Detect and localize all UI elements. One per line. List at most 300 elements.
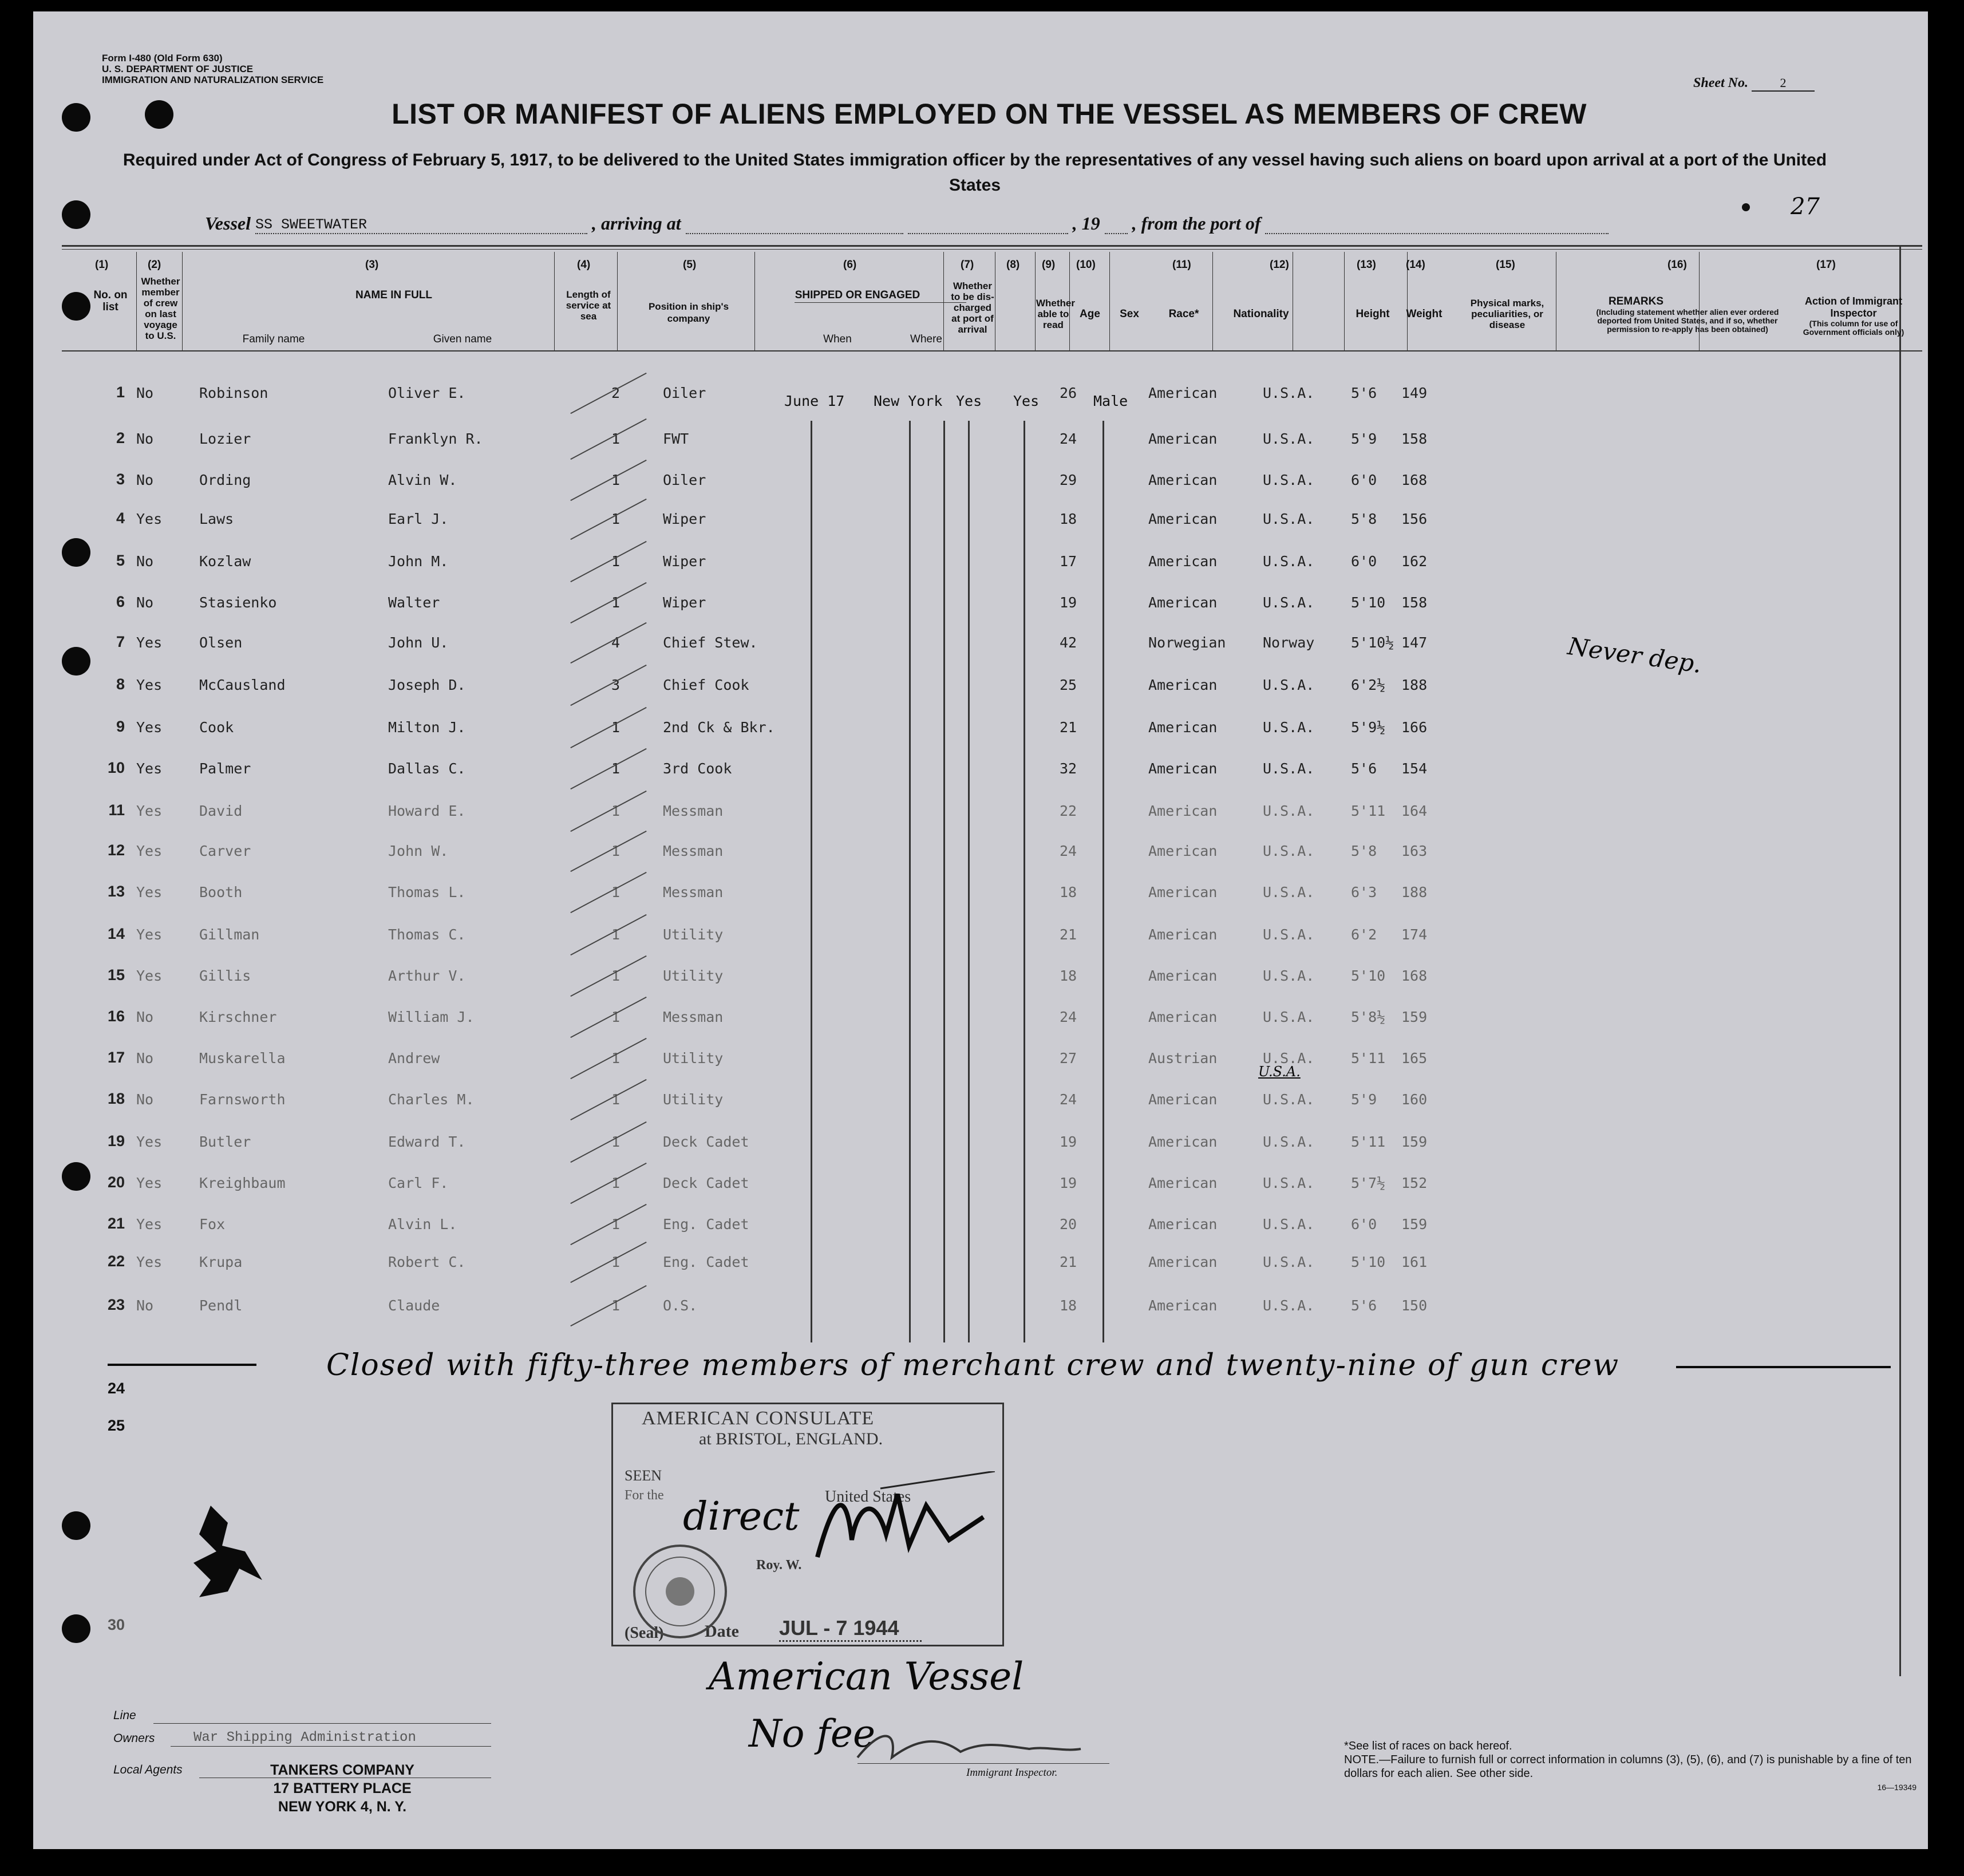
cell-race: American — [1148, 803, 1218, 819]
cell-position: Oiler — [663, 385, 706, 401]
header-weight: Weight — [1406, 308, 1443, 320]
cell-family: Olsen — [199, 634, 243, 651]
cell-member: No — [136, 431, 154, 447]
header-remarks-note: (Including statement whether alien ever ordered deported from United States, and if so, whether permission to re-apply has been obtained) — [1596, 307, 1779, 334]
cell-height: 5'9 — [1351, 431, 1377, 447]
stamp-line2: at BRISTOL, ENGLAND. — [699, 1429, 883, 1448]
table-row — [33, 551, 1922, 574]
local-agents-value — [251, 1761, 434, 1816]
cell-given: Alvin L. — [388, 1216, 457, 1233]
stamp-for-the: For the — [625, 1488, 664, 1503]
cell-age: 24 — [1060, 843, 1077, 859]
table-row — [33, 1006, 1922, 1029]
cell-height: 5'8 — [1351, 843, 1377, 859]
cell-height: 6'2½ — [1351, 677, 1386, 693]
header-whether-member: Whether member of crew on last voyage to U.S. — [141, 276, 180, 341]
cell-family: Fox — [199, 1216, 226, 1233]
ditto-line — [811, 421, 812, 1342]
header-when: When — [823, 333, 852, 345]
cell-age: 29 — [1060, 472, 1077, 488]
length-strike — [570, 418, 646, 460]
cell-family: Lozier — [199, 431, 251, 447]
cell-given: Howard E. — [388, 803, 466, 819]
cell-member: Yes — [136, 760, 163, 777]
cell-member: Yes — [136, 843, 163, 859]
column-number: (12) — [1270, 259, 1289, 271]
header-action-note: (This column for use of Government officials only) — [1803, 319, 1904, 337]
length-strike — [570, 1204, 646, 1245]
row-number: 21 — [107, 1215, 125, 1232]
row-number: 25 — [107, 1417, 125, 1434]
arriving-value — [686, 233, 903, 234]
column-rule — [617, 252, 618, 350]
vessel-value: SS SWEETWATER — [255, 216, 587, 234]
table-row — [33, 674, 1922, 697]
cell-family: Cook — [199, 719, 234, 736]
cell-nationality: U.S.A. — [1263, 1175, 1315, 1191]
cell-given: John M. — [388, 553, 449, 570]
row-number: 12 — [107, 842, 125, 859]
header-no-on-list: No. on list — [93, 289, 128, 313]
header-able-read: Whether able to read — [1036, 298, 1075, 330]
cell-member: Yes — [136, 1216, 163, 1233]
column-number: (7) — [961, 259, 974, 271]
dot-mark — [1742, 203, 1750, 211]
cell-weight: 161 — [1401, 1254, 1428, 1270]
no-fee-note: No fee — [749, 1712, 876, 1756]
length-strike — [570, 748, 646, 789]
cell-weight: 164 — [1401, 803, 1428, 819]
cell-position: Eng. Cadet — [663, 1216, 749, 1233]
cell-length: 1 — [611, 843, 621, 859]
cell-family: Muskarella — [199, 1050, 286, 1067]
cell-race: American — [1148, 967, 1218, 984]
cell-member: Yes — [136, 926, 163, 943]
cell-position: Messman — [663, 884, 724, 901]
row-number: 16 — [107, 1008, 125, 1025]
cell-weight: 158 — [1401, 431, 1428, 447]
cell-member: No — [136, 1009, 154, 1025]
inspector-label: Immigrant Inspector. — [966, 1767, 1058, 1779]
pen-line — [1676, 1366, 1891, 1368]
cell-race: American — [1148, 1254, 1218, 1270]
cell-family: Butler — [199, 1134, 251, 1150]
ditto-line — [1024, 421, 1025, 1342]
never-dep-note: Never dep. — [1566, 631, 1704, 679]
length-strike — [570, 1079, 646, 1120]
cell-member: No — [136, 472, 154, 488]
table-row — [33, 1251, 1922, 1274]
header-remarks: REMARKS — [1608, 295, 1664, 307]
page-subtitle: Required under Act of Congress of February 5, 1917, to be delivered to the United States immigration officer by the representatives of any vessel having such aliens on board upon arrival at a port of the United States — [122, 151, 1827, 195]
cell-nationality: U.S.A. — [1263, 385, 1315, 401]
ink-blot — [176, 1500, 279, 1614]
table-row — [33, 924, 1922, 947]
stamp-date-value: JUL - 7 1944 — [779, 1616, 922, 1642]
cell-height: 5'6 — [1351, 385, 1377, 401]
table-top-rule — [62, 249, 1922, 250]
cell-nationality: U.S.A. — [1263, 803, 1315, 819]
row-1-when: June 17 — [784, 393, 845, 409]
punch-hole — [62, 1511, 90, 1540]
cell-age: 32 — [1060, 760, 1077, 777]
cell-race: American — [1148, 760, 1218, 777]
cell-nationality: U.S.A. — [1263, 677, 1315, 693]
cell-family: Krupa — [199, 1254, 243, 1270]
cell-age: 19 — [1060, 1134, 1077, 1150]
cell-given: Claude — [388, 1297, 440, 1314]
inspector-signature — [846, 1723, 1086, 1769]
cell-member: Yes — [136, 1175, 163, 1191]
cell-weight: 156 — [1401, 511, 1428, 527]
cell-age: 21 — [1060, 926, 1077, 943]
cell-height: 5'9½ — [1351, 719, 1386, 736]
header-length-service: Length of service at sea — [566, 289, 611, 322]
column-number: (17) — [1816, 259, 1836, 271]
cell-age: 18 — [1060, 884, 1077, 901]
row-number: 13 — [107, 883, 125, 900]
stamp-united-states: United States — [825, 1488, 911, 1506]
cell-position: Chief Stew. — [663, 634, 758, 651]
row-number: 18 — [107, 1090, 125, 1107]
cell-length: 1 — [611, 926, 621, 943]
cell-race: American — [1148, 677, 1218, 693]
cell-member: Yes — [136, 634, 163, 651]
manifest-sheet — [33, 11, 1928, 1849]
cell-nationality: U.S.A. — [1263, 1297, 1315, 1314]
row-number: 4 — [116, 510, 125, 527]
owners-field — [171, 1746, 491, 1747]
table-row — [33, 1048, 1922, 1071]
length-strike — [570, 665, 646, 706]
table-row — [33, 965, 1922, 988]
header-shipped-engaged: SHIPPED OR ENGAGED — [795, 289, 920, 301]
cell-age: 19 — [1060, 1175, 1077, 1191]
cell-age: 42 — [1060, 634, 1077, 651]
cell-nationality: U.S.A. — [1263, 472, 1315, 488]
length-strike — [570, 1163, 646, 1204]
service-name: IMMIGRATION AND NATURALIZATION SERVICE — [102, 74, 324, 85]
consulate-seal — [629, 1540, 732, 1643]
cell-age: 27 — [1060, 1050, 1077, 1067]
column-number: (15) — [1496, 259, 1515, 271]
owners-label: Owners — [113, 1732, 155, 1745]
row-number: 30 — [107, 1616, 125, 1633]
cell-given: Carl F. — [388, 1175, 449, 1191]
cell-position: 3rd Cook — [663, 760, 732, 777]
page-mark: 27 — [1791, 193, 1820, 220]
consul-signature — [812, 1471, 995, 1574]
cell-weight: 163 — [1401, 843, 1428, 859]
cell-member: Yes — [136, 967, 163, 984]
cell-race: American — [1148, 1134, 1218, 1150]
race-note: *See list of races on back hereof. — [1344, 1740, 1512, 1752]
table-row — [33, 469, 1922, 492]
row-number: 22 — [107, 1253, 125, 1270]
cell-age: 25 — [1060, 677, 1077, 693]
american-vessel-note: American Vessel — [709, 1654, 1024, 1699]
cell-nationality: Norway — [1263, 634, 1315, 651]
cell-given: Thomas C. — [388, 926, 466, 943]
cell-height: 6'2 — [1351, 926, 1377, 943]
header-given-name: Given name — [433, 333, 492, 345]
cell-length: 1 — [611, 1216, 621, 1233]
table-row — [33, 592, 1922, 615]
cell-weight: 154 — [1401, 760, 1428, 777]
cell-nationality: U.S.A. — [1263, 1091, 1315, 1108]
cell-height: 5'10½ — [1351, 634, 1394, 651]
cell-member: Yes — [136, 1134, 163, 1150]
stamp-seen: SEEN — [625, 1467, 662, 1484]
cell-age: 24 — [1060, 1009, 1077, 1025]
cell-height: 5'11 — [1351, 803, 1386, 819]
cell-nationality: U.S.A. — [1263, 884, 1315, 901]
shipped-divider — [795, 302, 966, 303]
cell-height: 5'8 — [1351, 511, 1377, 527]
row-1-discharged: Yes — [956, 393, 982, 409]
cell-nationality: U.S.A. — [1263, 967, 1315, 984]
cell-family: McCausland — [199, 677, 286, 693]
header-discharged: Whether to be dis-charged at port of arrival — [951, 281, 994, 335]
cell-member: Yes — [136, 803, 163, 819]
cell-weight: 159 — [1401, 1134, 1428, 1150]
cell-race: American — [1148, 1175, 1218, 1191]
cell-length: 1 — [611, 511, 621, 527]
column-number: (11) — [1172, 259, 1191, 271]
cell-length: 1 — [611, 967, 621, 984]
cell-weight: 166 — [1401, 719, 1428, 736]
row-number: 6 — [116, 593, 125, 610]
column-number: (9) — [1042, 259, 1056, 271]
cell-nationality: U.S.A. — [1263, 760, 1315, 777]
column-number: (10) — [1076, 259, 1096, 271]
cell-length: 1 — [611, 1050, 621, 1067]
cell-position: Eng. Cadet — [663, 1254, 749, 1270]
cell-race: American — [1148, 1216, 1218, 1233]
cell-weight: 162 — [1401, 553, 1428, 570]
row-number: 23 — [107, 1296, 125, 1313]
department-name: U. S. DEPARTMENT OF JUSTICE — [102, 64, 254, 74]
cell-family: Booth — [199, 884, 243, 901]
header-sex: Sex — [1120, 308, 1139, 320]
column-number: (16) — [1667, 259, 1687, 271]
table-row — [33, 758, 1922, 781]
cell-member: Yes — [136, 1254, 163, 1270]
cell-age: 18 — [1060, 967, 1077, 984]
cell-race: Austrian — [1148, 1050, 1218, 1067]
cell-given: Walter — [388, 594, 440, 611]
cell-length: 1 — [611, 803, 621, 819]
table-row — [33, 508, 1922, 531]
header-where: Where — [910, 333, 942, 345]
cell-given: Charles M. — [388, 1091, 475, 1108]
ditto-line — [1102, 421, 1104, 1342]
sheet-number-label: Sheet No. — [1693, 76, 1748, 90]
cell-given: Alvin W. — [388, 472, 457, 488]
cell-position: Deck Cadet — [663, 1134, 749, 1150]
header-name-in-full: NAME IN FULL — [355, 289, 433, 301]
cell-length: 1 — [611, 1134, 621, 1150]
form-number: Form I-480 (Old Form 630) — [102, 53, 223, 64]
cell-age: 21 — [1060, 1254, 1077, 1270]
cell-height: 5'10 — [1351, 967, 1386, 984]
cell-weight: 150 — [1401, 1297, 1428, 1314]
cell-height: 5'7½ — [1351, 1175, 1386, 1191]
cell-position: Messman — [663, 803, 724, 819]
cell-family: Gillman — [199, 926, 260, 943]
year-value — [1105, 233, 1128, 234]
cell-family: Farnsworth — [199, 1091, 286, 1108]
agents-line3: NEW YORK 4, N. Y. — [278, 1799, 407, 1815]
cell-height: 5'10 — [1351, 1254, 1386, 1270]
cell-given: Oliver E. — [388, 385, 466, 401]
local-agents-label: Local Agents — [113, 1763, 183, 1776]
cell-position: 2nd Ck & Bkr. — [663, 719, 775, 736]
cell-weight: 149 — [1401, 385, 1428, 401]
header-action-inspector: Action of Immigrant Inspector — [1805, 295, 1902, 319]
cell-given: Milton J. — [388, 719, 466, 736]
row-number: 17 — [107, 1049, 125, 1066]
table-row — [33, 800, 1922, 823]
cell-family: Kozlaw — [199, 553, 251, 570]
cell-position: Oiler — [663, 472, 706, 488]
column-rule — [754, 252, 755, 350]
cell-age: 19 — [1060, 594, 1077, 611]
row-1-sex: Male — [1093, 393, 1128, 409]
cell-race: American — [1148, 843, 1218, 859]
cell-race: American — [1148, 431, 1218, 447]
cell-position: Utility — [663, 1091, 724, 1108]
cell-height: 6'0 — [1351, 472, 1377, 488]
owners-value: War Shipping Administration — [193, 1730, 416, 1745]
arriving-date-value — [908, 233, 1068, 234]
column-rule — [136, 252, 137, 350]
stamp-seal: (Seal) — [625, 1624, 664, 1642]
length-strike — [570, 791, 646, 832]
cell-age: 22 — [1060, 803, 1077, 819]
stamp-date-label: Date — [705, 1622, 739, 1641]
cell-position: Wiper — [663, 594, 706, 611]
cell-length: 1 — [611, 431, 621, 447]
table-right-rule — [1899, 245, 1901, 1676]
cell-age: 17 — [1060, 553, 1077, 570]
cell-race: American — [1148, 1297, 1218, 1314]
form-code: 16—19349 — [1877, 1783, 1916, 1792]
cell-weight: 160 — [1401, 1091, 1428, 1108]
cell-given: Joseph D. — [388, 677, 466, 693]
cell-family: Gillis — [199, 967, 251, 984]
cell-family: Palmer — [199, 760, 251, 777]
cell-race: American — [1148, 594, 1218, 611]
cell-height: 5'9 — [1351, 1091, 1377, 1108]
column-rule — [1344, 252, 1345, 350]
length-strike — [570, 872, 646, 913]
column-number: (2) — [148, 259, 161, 271]
cell-height: 5'6 — [1351, 760, 1377, 777]
stamp-signer: Roy. W. — [756, 1558, 802, 1573]
length-strike — [570, 997, 646, 1038]
cell-length: 1 — [611, 719, 621, 736]
column-number: (14) — [1406, 259, 1425, 271]
ditto-line — [943, 421, 945, 1342]
row-number: 3 — [116, 471, 125, 488]
cell-position: Utility — [663, 967, 724, 984]
line-label: Line — [113, 1709, 136, 1722]
length-strike — [570, 1038, 646, 1079]
table-row — [33, 717, 1922, 740]
header-physical-marks: Physical marks, peculiarities, or disease — [1470, 298, 1544, 330]
cell-length: 1 — [611, 594, 621, 611]
cell-family: Laws — [199, 511, 234, 527]
table-row — [33, 1172, 1922, 1195]
cell-member: No — [136, 553, 154, 570]
column-number: (13) — [1357, 259, 1376, 271]
row-number: 9 — [116, 718, 125, 735]
cell-given: Dallas C. — [388, 760, 466, 777]
cell-member: No — [136, 385, 154, 401]
row-number: 14 — [107, 925, 125, 942]
pen-line — [108, 1364, 256, 1366]
vessel-line — [205, 213, 1609, 234]
form-identifier — [102, 53, 323, 85]
column-rule — [1212, 252, 1213, 350]
cell-race: American — [1148, 1091, 1218, 1108]
cell-nationality: U.S.A. — [1263, 1216, 1315, 1233]
length-strike — [570, 582, 646, 623]
cell-height: 5'8½ — [1351, 1009, 1386, 1025]
cell-age: 24 — [1060, 431, 1077, 447]
punch-hole — [145, 100, 173, 129]
table-top-rule — [62, 245, 1922, 247]
row-number: 19 — [107, 1132, 125, 1150]
table-row — [33, 1131, 1922, 1154]
cell-position: Messman — [663, 843, 724, 859]
cell-member: No — [136, 1297, 154, 1314]
cell-height: 5'11 — [1351, 1050, 1386, 1067]
cell-race: American — [1148, 511, 1218, 527]
cell-length: 1 — [611, 1254, 621, 1270]
header-race: Race* — [1168, 308, 1199, 320]
year-label: , 19 — [1072, 213, 1100, 234]
table-row — [33, 882, 1922, 905]
cell-member: No — [136, 1091, 154, 1108]
ditto-line — [909, 421, 911, 1342]
cell-nationality: U.S.A. — [1263, 843, 1315, 859]
punch-hole — [62, 1614, 90, 1643]
agents-line1: TANKERS COMPANY — [270, 1762, 414, 1778]
cell-nationality: U.S.A. — [1263, 1050, 1315, 1067]
cell-given: Andrew — [388, 1050, 440, 1067]
cell-position: Deck Cadet — [663, 1175, 749, 1191]
table-row — [33, 1089, 1922, 1112]
column-number: (4) — [577, 259, 591, 271]
length-strike — [570, 831, 646, 872]
length-strike — [570, 541, 646, 582]
cell-weight: 188 — [1401, 884, 1428, 901]
cell-member: No — [136, 1050, 154, 1067]
column-rule — [554, 252, 555, 350]
row-number: 7 — [116, 633, 125, 650]
cell-height: 6'3 — [1351, 884, 1377, 901]
sheet-number-value: 2 — [1752, 76, 1815, 92]
row-number: 24 — [107, 1380, 125, 1397]
column-rule — [1109, 252, 1110, 350]
length-strike — [570, 1242, 646, 1283]
cell-race: American — [1148, 1009, 1218, 1025]
table-row — [33, 1295, 1922, 1318]
cell-position: O.S. — [663, 1297, 698, 1314]
row-number: 15 — [107, 966, 125, 984]
